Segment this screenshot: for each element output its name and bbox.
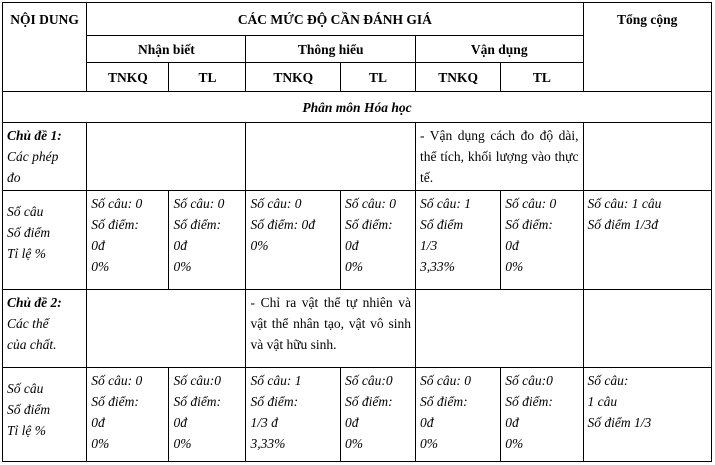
topic-2-title-cell xyxy=(3,290,87,368)
stats-label-so-cau: Số câu xyxy=(7,381,44,396)
stat-line: Số điểm: xyxy=(91,217,139,232)
stat-line: Số điểm: xyxy=(91,394,139,409)
topic-2-req-total xyxy=(583,290,712,368)
stat-line: 0% xyxy=(91,436,110,451)
stat-line: Số điểm: xyxy=(345,394,393,409)
topic-2-stats-label xyxy=(3,368,87,462)
header-noi-dung: NỘI DUNG xyxy=(3,3,87,92)
topic-2-stat-cell xyxy=(341,368,416,462)
topic-1-stat-cell xyxy=(169,191,246,290)
total-line: Số câu: xyxy=(587,373,629,388)
topic-2-req-thong-hieu: - Chỉ ra vật thể tự nhiên và vật thể nhân tạo, vật vô sinh và vật hữu sinh. xyxy=(246,290,416,368)
subheader-cell: TNKQ xyxy=(87,63,169,92)
topic-1-subtitle-line: đo xyxy=(7,170,21,185)
topic-1-req-van-dung: - Vận dụng cách đo độ dài, thể tích, khối lượng vào thực tế. xyxy=(416,123,584,191)
topic-2-requirement-row xyxy=(3,290,712,368)
header-tong-cong: Tổng cộng xyxy=(583,3,712,92)
stat-line: 0% xyxy=(420,436,438,451)
stat-line: Số câu:0 xyxy=(505,373,553,388)
stat-line: 1/3 xyxy=(420,238,438,253)
stat-line: 0% xyxy=(250,238,269,253)
stat-line: 0đ xyxy=(173,415,187,430)
stat-line: Số điểm: xyxy=(420,394,468,409)
total-line: Số câu: 1 câu xyxy=(587,196,662,211)
total-line: Số điểm 1/3đ xyxy=(587,217,658,232)
topic-2-req-nhan-biet xyxy=(87,290,246,368)
header-row-1 xyxy=(3,3,712,36)
stat-line: Số điểm: xyxy=(173,394,222,409)
stat-line: 0% xyxy=(345,436,363,451)
topic-2-stat-cell xyxy=(246,368,341,462)
stat-line: Số điểm: xyxy=(345,217,393,232)
topic-1-total-cell xyxy=(583,191,712,290)
stat-line: Số điểm: xyxy=(505,394,553,409)
stat-line: 0% xyxy=(505,436,524,451)
header-level-thong-hieu: Thông hiểu xyxy=(246,36,416,63)
topic-1-req-total xyxy=(583,123,712,191)
subheader-cell: TNKQ xyxy=(416,63,501,92)
stats-label-so-diem: Số điểm xyxy=(7,402,51,417)
stat-line: Số điểm xyxy=(420,217,464,232)
stat-line: 0% xyxy=(173,436,192,451)
topic-2-stat-cell xyxy=(501,368,583,462)
stat-line: Số câu: 0 xyxy=(420,373,471,388)
stat-line: 3,33% xyxy=(420,259,455,274)
stats-label-ti-le: Tỉ lệ % xyxy=(7,423,46,438)
topic-2-req-van-dung xyxy=(416,290,584,368)
stat-line: Số câu: 0 xyxy=(91,196,143,211)
stat-line: Số câu: 0 xyxy=(91,373,143,388)
stat-line: 0đ xyxy=(505,238,519,253)
stat-line: 0đ xyxy=(345,238,359,253)
header-level-nhan-biet: Nhận biết xyxy=(87,36,246,63)
stat-line: Số điểm: xyxy=(173,217,222,232)
topic-1-req-thong-hieu xyxy=(246,123,416,191)
topic-2-total-cell xyxy=(583,368,712,462)
header-muc-do: CÁC MỨC ĐỘ CẦN ĐÁNH GIÁ xyxy=(87,3,583,36)
total-line: Số điểm 1/3 xyxy=(587,415,652,430)
stat-line: Số câu:0 xyxy=(173,373,222,388)
stat-line: Số điểm: 0đ xyxy=(250,217,315,232)
topic-1-req-nhan-biet xyxy=(87,123,246,191)
stat-line: Số câu: 0 xyxy=(173,196,225,211)
assessment-matrix-table xyxy=(2,2,712,462)
topic-2-stats-row xyxy=(3,368,712,462)
topic-1-stat-cell xyxy=(246,191,341,290)
stats-label-so-diem: Số điểm xyxy=(7,225,51,240)
section-row xyxy=(3,92,712,123)
stat-line: Số câu: 0 xyxy=(505,196,557,211)
stat-line: Số câu: 0 xyxy=(250,196,302,211)
stat-line: 0đ xyxy=(91,238,105,253)
stat-line: 0đ xyxy=(345,415,359,430)
stat-line: 0đ xyxy=(173,238,187,253)
topic-1-stat-cell xyxy=(501,191,583,290)
stat-line: Số câu:0 xyxy=(345,373,393,388)
stat-line: 0% xyxy=(91,259,110,274)
stats-label-so-cau: Số câu xyxy=(7,204,44,219)
topic-1-stat-cell xyxy=(87,191,169,290)
subheader-cell: TL xyxy=(501,63,583,92)
topic-1-stats-label xyxy=(3,191,87,290)
topic-1-stats-row xyxy=(3,191,712,290)
topic-2-title: Chủ đề 2: xyxy=(7,295,62,310)
subheader-cell: TNKQ xyxy=(246,63,341,92)
stat-line: Số điểm: xyxy=(250,394,299,409)
topic-1-requirement-row xyxy=(3,123,712,191)
stat-line: Số câu: 1 xyxy=(250,373,302,388)
topic-2-stat-cell xyxy=(416,368,501,462)
stats-label-ti-le: Tỉ lệ % xyxy=(7,246,46,261)
stat-line: 0đ xyxy=(91,415,105,430)
subheader-cell: TL xyxy=(341,63,416,92)
section-title: Phân môn Hóa học xyxy=(3,92,712,123)
stat-line: 0% xyxy=(505,259,524,274)
topic-1-stat-cell xyxy=(416,191,501,290)
header-level-van-dung: Vận dụng xyxy=(416,36,584,63)
stat-line: Số câu: 1 xyxy=(420,196,471,211)
stat-line: 0% xyxy=(173,259,192,274)
stat-line: 0% xyxy=(345,259,363,274)
total-line: 1 câu xyxy=(587,394,618,409)
topic-1-subtitle-line: Các phép xyxy=(7,149,59,164)
topic-1-title-cell xyxy=(3,123,87,191)
topic-2-subtitle-line: Các thể xyxy=(7,316,49,331)
topic-1-stat-cell xyxy=(341,191,416,290)
stat-line: 1/3 đ xyxy=(250,415,278,430)
topic-2-stat-cell xyxy=(87,368,169,462)
topic-1-title: Chủ đề 1: xyxy=(7,128,62,143)
stat-line: 0đ xyxy=(505,415,519,430)
subheader-cell: TL xyxy=(169,63,246,92)
topic-2-stat-cell xyxy=(169,368,246,462)
topic-2-subtitle-line: của chất. xyxy=(7,337,57,352)
stat-line: Số câu: 0 xyxy=(345,196,396,211)
stat-line: Số điểm: xyxy=(505,217,553,232)
stat-line: 0đ xyxy=(420,415,434,430)
stat-line: 3,33% xyxy=(250,436,286,451)
